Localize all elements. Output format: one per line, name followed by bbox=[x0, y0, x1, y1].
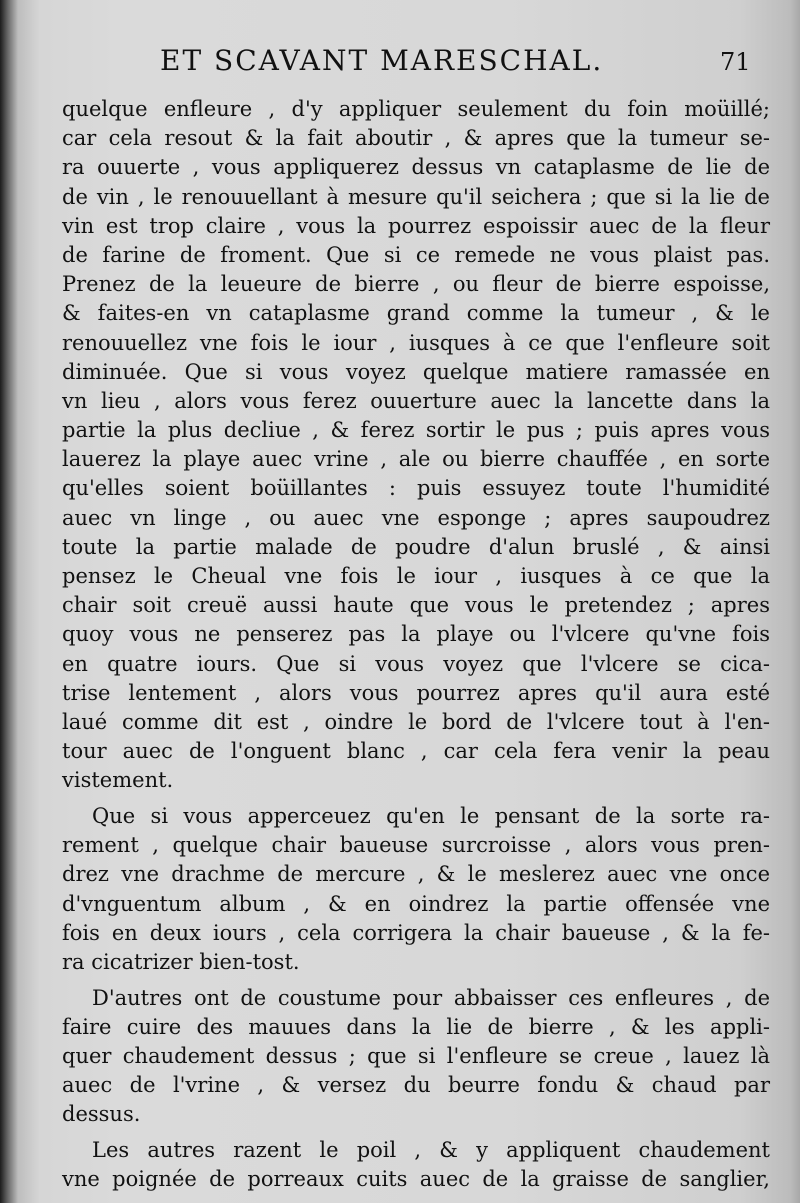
text-line: vin est trop claire , vous la pourrez espoissir auec de la fleur bbox=[62, 213, 770, 238]
text-line: car cela resout & la fait aboutir , & apres que la tumeur se- bbox=[62, 126, 770, 151]
text-line: partie la plus decliue , & ferez sortir le pus ; puis apres vous bbox=[62, 418, 770, 443]
text-line: drez vne drachme de mercure , & le meslerez auec vne once bbox=[62, 862, 770, 887]
text-line: d'vnguentum album , & en oindrez la partie offensée vne bbox=[62, 891, 770, 916]
text-line: dessus. bbox=[62, 1102, 141, 1127]
text-line: trise lentement , alors vous pourrez apres qu'il aura esté bbox=[62, 680, 770, 705]
text-line: auec de l'vrine , & versez du beurre fondu & chaud par bbox=[62, 1073, 770, 1098]
text-line: chair soit creuë aussi haute que vous le pretendez ; apres bbox=[62, 593, 770, 618]
text-line: vistement. bbox=[62, 768, 174, 793]
body-text bbox=[62, 95, 770, 1194]
paragraph bbox=[62, 95, 770, 796]
text-line: ra ouuerte , vous appliquerez dessus vn cataplasme de lie de bbox=[62, 155, 770, 180]
text-line: vn lieu , alors vous ferez ouuerture auec la lancette dans la bbox=[62, 388, 770, 413]
text-line: D'autres ont de coustume pour abbaisser ces enfleures , de bbox=[92, 985, 770, 1010]
text-line: ra cicatrizer bien-tost. bbox=[62, 949, 300, 974]
paragraph bbox=[62, 802, 770, 977]
text-line: de vin , le renouuellant à mesure qu'il seichera ; que si la lie de bbox=[62, 184, 770, 209]
text-line: diminuée. Que si vous voyez quelque matiere ramassée en bbox=[62, 359, 770, 384]
running-head: ET SCAVANT MARESCHAL. bbox=[160, 44, 604, 77]
text-line: & faites-en vn cataplasme grand comme la tumeur , & le bbox=[62, 301, 770, 326]
text-line: tour auec de l'onguent blanc , car cela fera venir la peau bbox=[62, 739, 770, 764]
text-line: quoy vous ne penserez pas la playe ou l'vlcere qu'vne fois bbox=[62, 622, 770, 647]
text-line: quelque enfleure , d'y appliquer seulement du foin moüillé; bbox=[62, 97, 770, 121]
page-header bbox=[0, 44, 800, 84]
paragraph bbox=[62, 984, 770, 1130]
text-line: vne poignée de porreaux cuits auec de la graisse de sanglier, bbox=[62, 1167, 770, 1192]
text-line: faire cuire des mauues dans la lie de bierre , & les appli- bbox=[62, 1014, 770, 1039]
text-line: fois en deux iours , cela corrigera la chair baueuse , & la fe- bbox=[62, 920, 770, 945]
text-line: auec vn linge , ou auec vne esponge ; apres saupoudrez bbox=[62, 505, 770, 530]
text-line: Les autres razent le poil , & y appliquent chaudement bbox=[92, 1138, 770, 1163]
text-line: lauerez la playe auec vrine , ale ou bierre chauffée , en sorte bbox=[62, 447, 770, 472]
text-line: de farine de froment. Que si ce remede ne vous plaist pas. bbox=[62, 242, 770, 267]
text-line: quer chaudement dessus ; que si l'enfleure se creue , lauez là bbox=[62, 1044, 770, 1068]
text-line: laué comme dit est , oindre le bord de l'vlcere tout à l'en- bbox=[62, 709, 770, 734]
page-number: 71 bbox=[720, 48, 751, 76]
text-line: renouuellez vne fois le iour , iusques à ce que l'enfleure soit bbox=[62, 330, 770, 355]
text-line: toute la partie malade de poudre d'alun bruslé , & ainsi bbox=[62, 534, 770, 559]
text-line: qu'elles soient boüillantes : puis essuyez toute l'humidité bbox=[62, 476, 770, 501]
text-line: Prenez de la leueure de bierre , ou fleur de bierre espoisse, bbox=[62, 272, 770, 297]
text-line: Que si vous apperceuez qu'en le pensant de la sorte ra- bbox=[92, 804, 770, 828]
text-line: en quatre iours. Que si vous voyez que l'vlcere se cica- bbox=[62, 651, 770, 676]
text-line: rement , quelque chair baueuse surcroisse , alors vous pren- bbox=[62, 833, 770, 858]
paragraph bbox=[62, 1136, 770, 1194]
text-line: pensez le Cheual vne fois le iour , iusques à ce que la bbox=[62, 564, 770, 588]
